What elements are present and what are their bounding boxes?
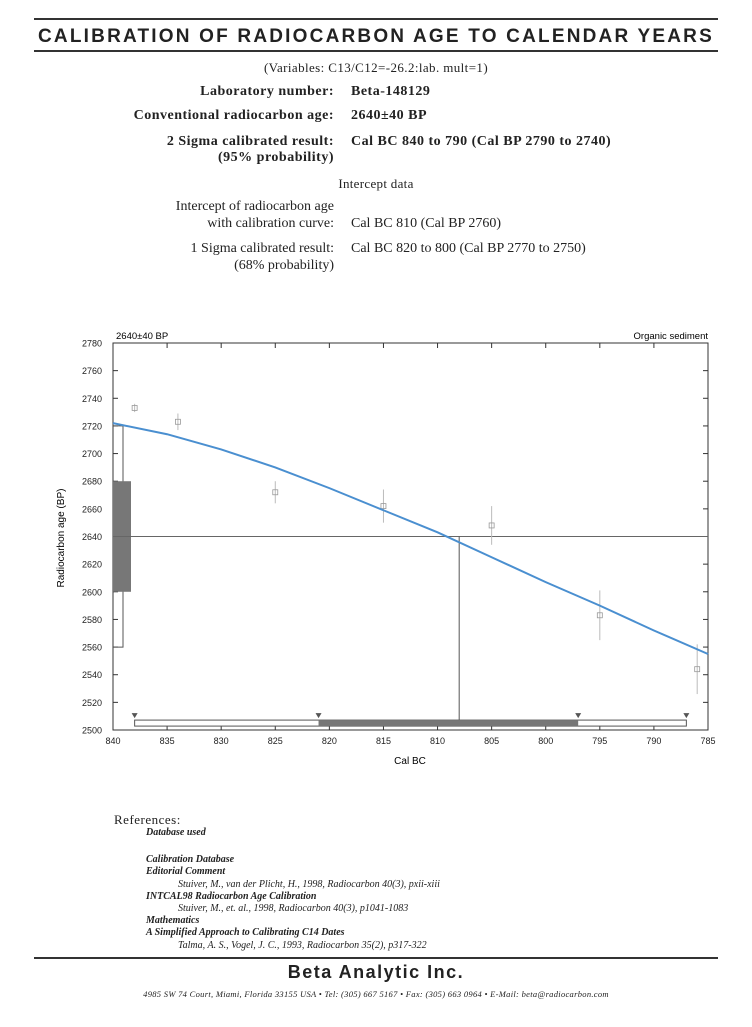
page-title: CALIBRATION OF RADIOCARBON AGE TO CALENDAR YEARS: [38, 26, 714, 47]
y-tick-label: 2660: [81, 504, 102, 515]
y-tick-label: 2580: [81, 614, 102, 625]
conv-age-label: Conventional radiocarbon age:: [133, 108, 334, 123]
y-axis-label: Radiocarbon age (BP): [56, 488, 67, 588]
chart-title-right: Organic sediment: [633, 331, 708, 342]
company-address: 4985 SW 74 Court, Miami, Florida 33155 USA • Tel: (305) 667 5167 • Fax: (305) 663 0964 • E-Mail: beta@radiocarbon.com: [143, 989, 609, 999]
reference-line: Editorial Comment: [146, 866, 226, 878]
sigma2-label: 2 Sigma calibrated result:: [166, 134, 334, 149]
reference-line: Stuiver, M., et. al., 1998, Radiocarbon 40(3), p1041-1083: [178, 903, 409, 914]
sigma1-prob: (68% probability): [234, 258, 334, 273]
chart-title-left: 2640±40 BP: [116, 331, 169, 342]
x-tick-label: 785: [700, 736, 716, 746]
x-tick-label: 830: [213, 736, 229, 746]
y-tick-label: 2540: [81, 670, 102, 681]
y-tick-label: 2500: [81, 725, 102, 736]
sigma1-range-bar: [319, 720, 579, 726]
sigma2-prob: (95% probability): [218, 150, 334, 165]
reference-line: Calibration Database: [146, 854, 235, 866]
reference-line: INTCAL98 Radiocarbon Age Calibration: [146, 890, 317, 902]
y-tick-label: 2600: [81, 587, 102, 598]
reference-line: Stuiver, M., van der Plicht, H., 1998, Radiocarbon 40(3), pxii-xiii: [178, 878, 440, 890]
range-marker: [683, 713, 689, 718]
intercept-label-2: with calibration curve:: [207, 216, 334, 231]
y-tick-label: 2720: [81, 421, 102, 432]
intercept-value: Cal BC 810 (Cal BP 2760): [351, 216, 501, 231]
x-axis-label: Cal BC: [394, 756, 426, 767]
y-tick-label: 2680: [81, 476, 102, 487]
footer-rule: [34, 957, 718, 959]
variables-line: (Variables: C13/C12=-26.2:lab. mult=1): [263, 60, 489, 75]
lab-number-label: Laboratory number:: [200, 84, 334, 99]
x-tick-label: 835: [159, 736, 175, 746]
x-tick-label: 790: [646, 736, 662, 746]
x-tick-label: 840: [105, 736, 121, 746]
calibration-chart: [0, 320, 752, 780]
y-tick-label: 2640: [81, 532, 102, 542]
sigma1-value: Cal BC 820 to 800 (Cal BP 2770 to 2750): [351, 241, 586, 256]
y-tick-label: 2740: [81, 393, 102, 404]
reference-line: A Simplified Approach to Calibrating C14 Dates: [146, 927, 345, 939]
y-tick-label: 2700: [81, 449, 102, 460]
y-tick-label: 2620: [81, 559, 102, 570]
range-marker: [132, 713, 138, 718]
title-underline: [34, 50, 718, 52]
reference-line: Mathematics: [146, 915, 200, 927]
x-tick-label: 810: [430, 736, 446, 746]
x-tick-label: 820: [321, 736, 337, 746]
y-tick-label: 2560: [81, 642, 102, 653]
sigma1-label: 1 Sigma calibrated result:: [190, 241, 334, 256]
x-tick-label: 800: [538, 736, 554, 746]
references-heading: References:: [114, 812, 181, 827]
range-marker: [316, 713, 322, 718]
x-tick-label: 825: [267, 736, 283, 746]
x-tick-label: 805: [484, 736, 500, 746]
conv-age-value: 2640±40 BP: [351, 108, 428, 123]
y-tick-label: 2760: [81, 366, 102, 377]
calibration-curve: [113, 423, 708, 654]
x-tick-label: 795: [592, 736, 608, 746]
intercept-label-1: Intercept of radiocarbon age: [175, 199, 334, 214]
x-tick-label: 815: [375, 736, 391, 746]
sigma2-value: Cal BC 840 to 790 (Cal BP 2790 to 2740): [351, 134, 612, 149]
range-marker: [575, 713, 581, 718]
intercept-header: Intercept data: [338, 176, 414, 191]
company-name: Beta Analytic Inc.: [287, 962, 465, 982]
reference-line: Talma, A. S., Vogel, J. C., 1993, Radiocarbon 35(2), p317-322: [178, 939, 427, 951]
y-tick-label: 2520: [81, 697, 102, 708]
lab-number-value: Beta-148129: [351, 84, 431, 99]
y-tick-label: 2780: [81, 338, 102, 349]
reference-line: Database used: [146, 827, 206, 838]
top-rule: [34, 18, 718, 20]
